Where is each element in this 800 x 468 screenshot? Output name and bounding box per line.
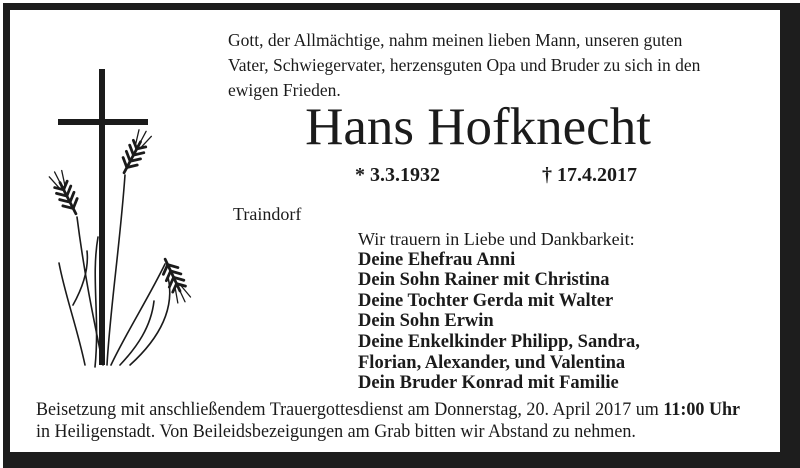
- mourner-line: Deine Tochter Gerda mit Walter: [358, 290, 614, 311]
- funeral-text: in Heiligenstadt. Von Beileidsbezeigungen am Grab bitten wir Abstand zu nehmen.: [36, 421, 636, 442]
- mourner-line: Dein Sohn Erwin: [358, 311, 494, 332]
- intro-line: ewigen Frieden.: [228, 80, 341, 100]
- wheat-ears: [47, 128, 192, 306]
- place-name: Traindorf: [233, 204, 302, 224]
- funeral-line: [36, 421, 740, 443]
- mourner-line: Florian, Alexander, und Valentina: [358, 352, 626, 373]
- intro-line: Gott, der Allmächtige, nahm meinen lieben Mann, unseren guten: [228, 30, 683, 50]
- funeral-time: 11:00 Uhr: [663, 399, 741, 420]
- mourners-block: [358, 229, 640, 394]
- funeral-info: [36, 399, 777, 443]
- funeral-text: Beisetzung mit anschließendem Trauergottesdienst am Donnerstag, 20. April 2017 um: [36, 399, 664, 420]
- deceased-name: Hans Hofknecht: [305, 98, 651, 156]
- cross-and-wheat-illustration: [25, 55, 215, 400]
- mourning-intro: Wir trauern in Liebe und Dankbarkeit:: [358, 229, 635, 249]
- intro-line: Vater, Schwiegervater, herzensguten Opa und Bruder zu sich in den: [228, 55, 701, 75]
- death-date: † 17.4.2017: [542, 164, 637, 186]
- mourner-line: Deine Enkelkinder Philipp, Sandra,: [358, 331, 640, 352]
- mourner-line: Deine Ehefrau Anni: [358, 249, 516, 270]
- intro-text: [228, 28, 700, 103]
- mourner-line: Dein Bruder Konrad mit Familie: [358, 373, 619, 394]
- funeral-line: [36, 399, 740, 421]
- birth-date: * 3.3.1932: [355, 164, 440, 186]
- mourner-line: Dein Sohn Rainer mit Christina: [358, 270, 610, 291]
